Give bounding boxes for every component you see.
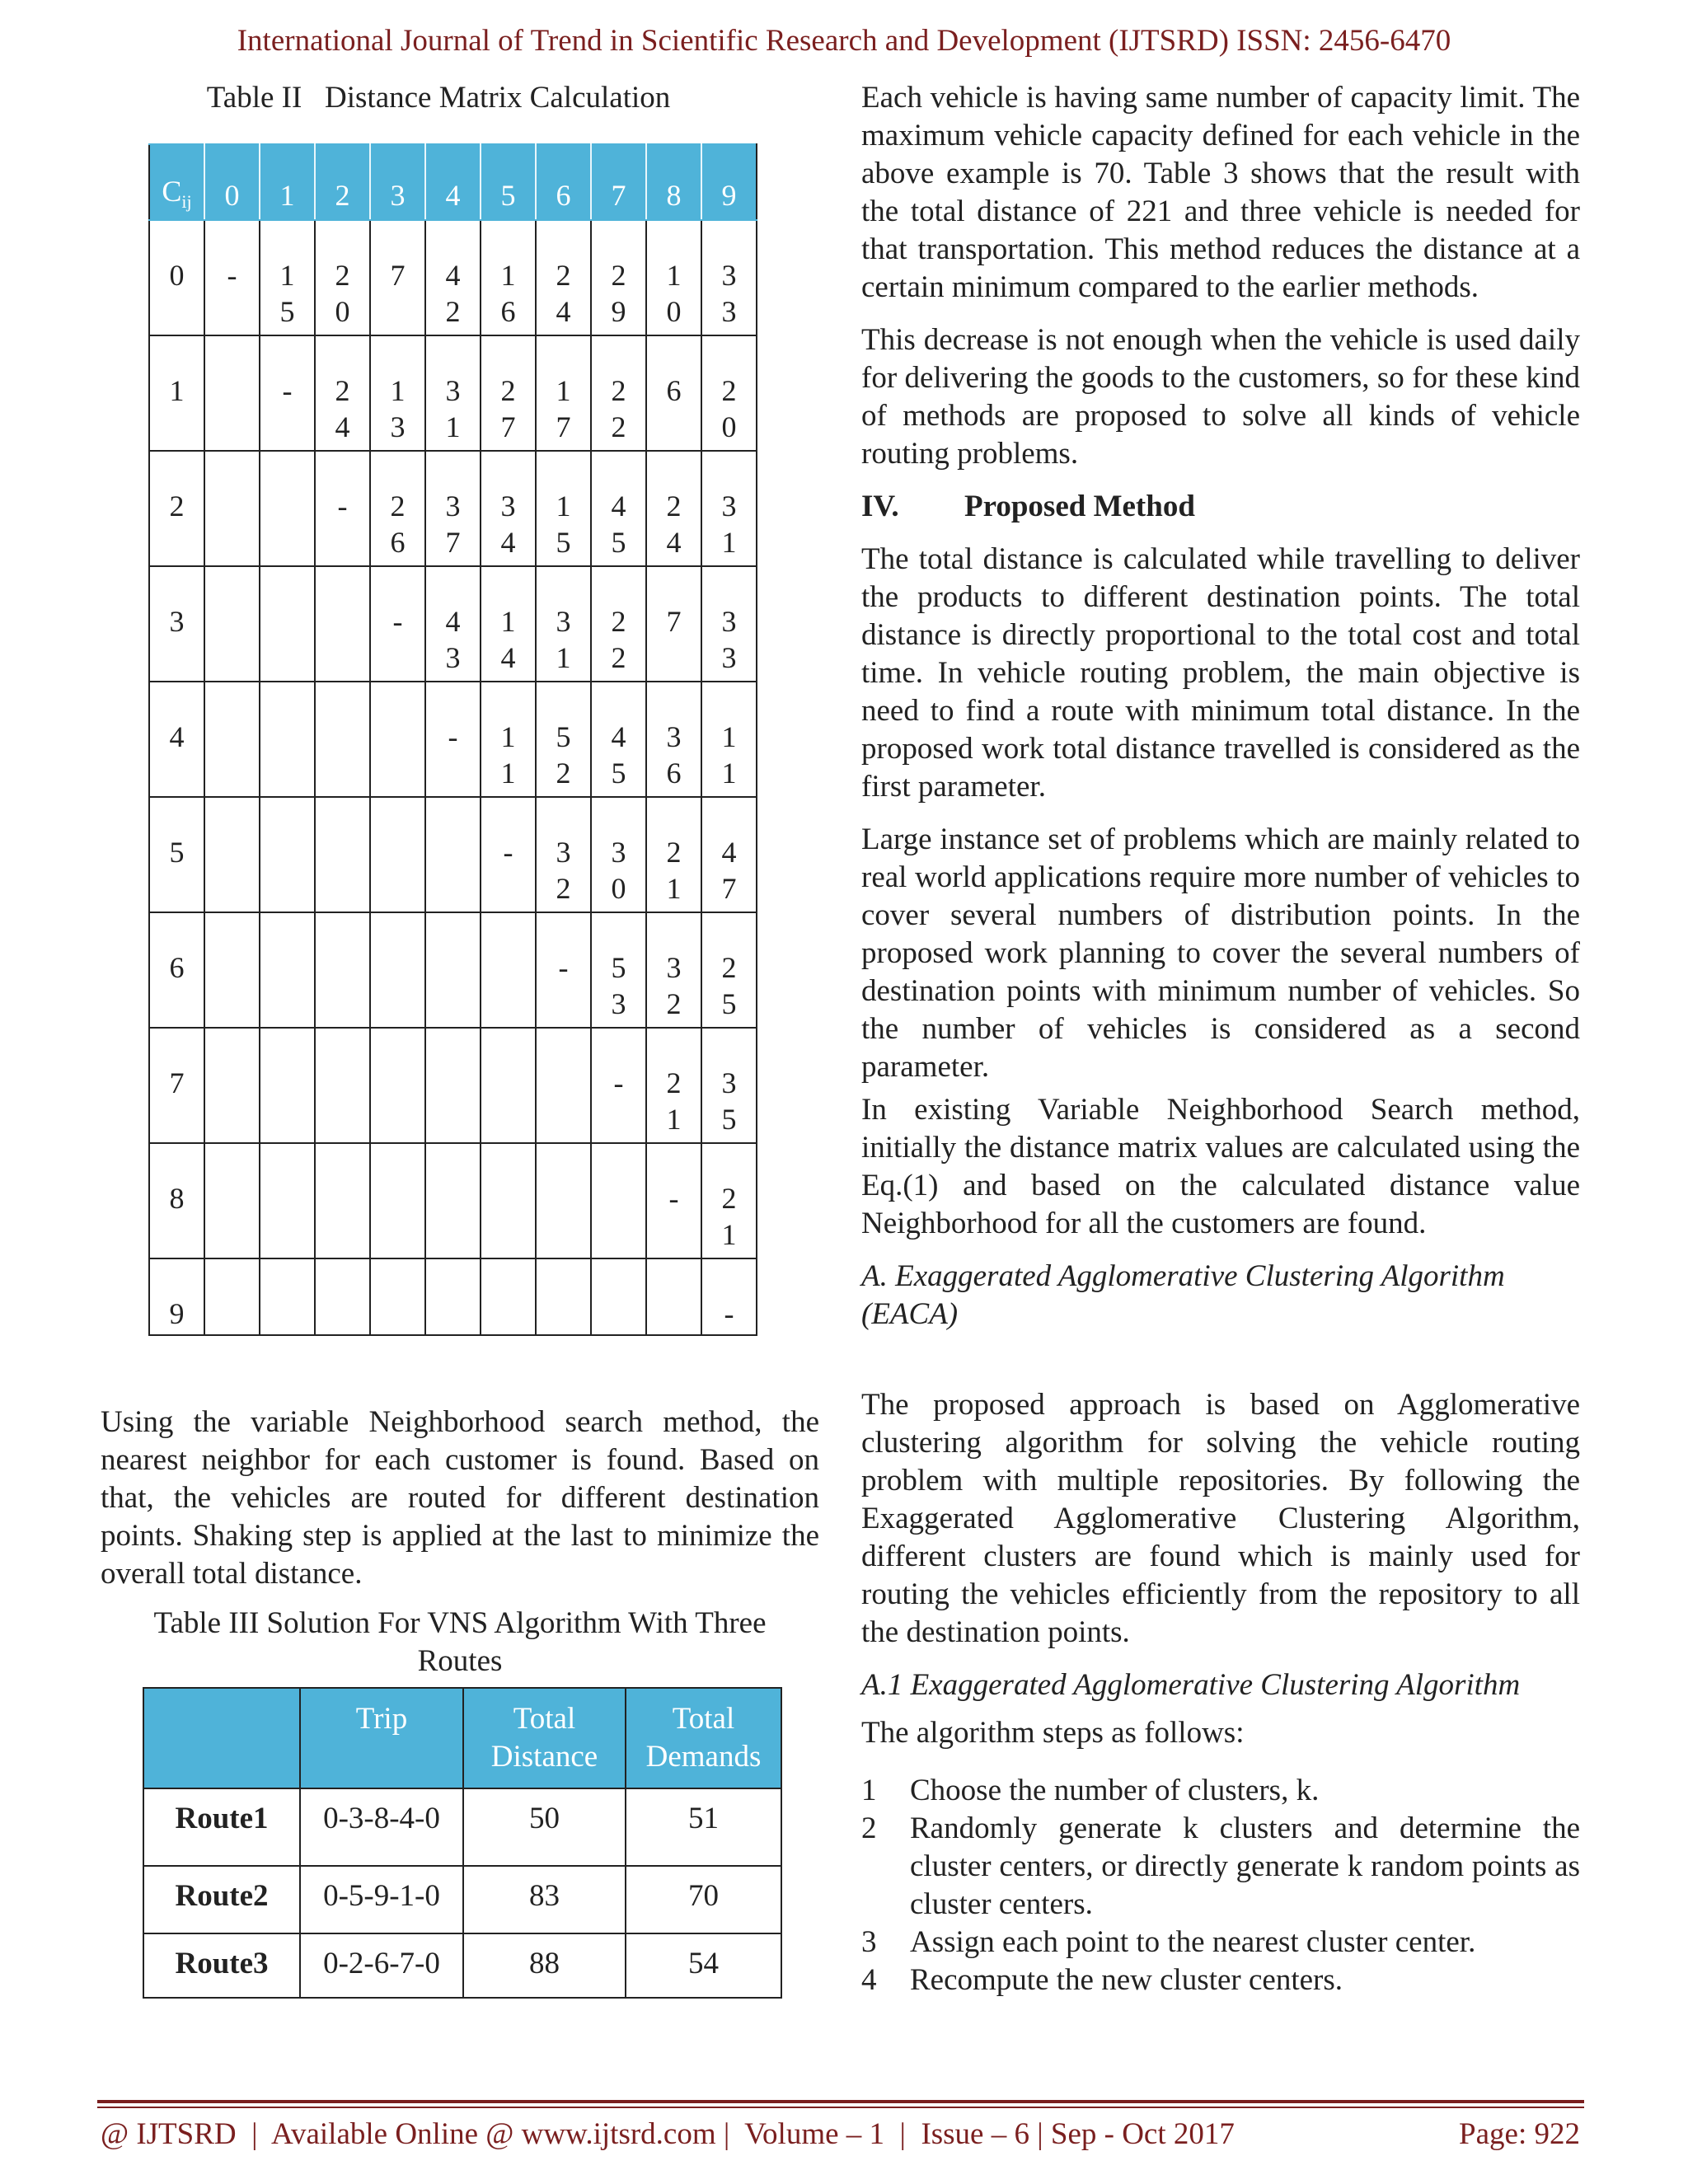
solution-header-demands: Total Demands [626,1688,781,1788]
matrix-cell-value: 21 [666,836,682,905]
matrix-cell-value: 27 [500,374,516,443]
matrix-cell-value: 13 [390,374,406,443]
matrix-cell [646,451,701,566]
matrix-cell [646,1258,701,1335]
matrix-cell-value: 21 [721,1182,737,1251]
route-name: Route2 [143,1866,300,1933]
matrix-row-header [149,335,204,451]
matrix-cell [260,682,315,797]
matrix-cell [536,1258,591,1335]
matrix-cell [646,682,701,797]
matrix-cell [260,797,315,912]
matrix-cell [481,220,536,335]
matrix-cell [536,682,591,797]
matrix-cell [260,335,315,451]
table-row [149,220,757,335]
table-row [143,1866,781,1933]
matrix-cell-value: 24 [556,259,571,328]
matrix-cell [370,566,425,682]
matrix-cell-value: 32 [666,951,682,1020]
matrix-cell [260,1028,315,1143]
matrix-cell [370,797,425,912]
matrix-cell-value: 47 [721,836,737,905]
paragraph-steps-intro: The algorithm steps as follows: [861,1716,1245,1750]
matrix-cell [315,682,370,797]
matrix-cell [481,335,536,451]
route-distance: 50 [463,1788,626,1866]
matrix-cell-value: 45 [611,490,626,559]
paragraph-total-distance: The total distance is calculated while travelling to deliver the products to different destination points. The total distance is directly proportional to the total cost and total time. In vehicle routing problem, the main objective is need to find a route with minimum total distance. In the proposed work total distance travelled is considered as the first parameter. [861,542,1580,804]
matrix-cell [370,220,425,335]
matrix-cell [260,1143,315,1258]
matrix-cell-value: 15 [556,490,571,559]
list-item [861,1772,1580,1810]
table-row [149,566,757,682]
matrix-cell [315,220,370,335]
matrix-cell [481,797,536,912]
step-number: 1 [861,1774,877,1807]
matrix-cell [536,335,591,451]
matrix-row-header [149,912,204,1028]
matrix-cell [370,682,425,797]
matrix-cell [591,1143,646,1258]
matrix-cell [536,566,591,682]
route-demands: 51 [626,1788,781,1866]
matrix-cell [204,451,260,566]
matrix-cell [646,797,701,912]
matrix-cell-value: - [282,374,293,407]
matrix-cell-value: 11 [721,720,737,790]
matrix-cell-value: 25 [721,951,737,1020]
matrix-col-header: 4 [425,144,481,220]
matrix-cell [481,451,536,566]
matrix-cell-value: 35 [721,1066,737,1136]
matrix-cell-value: 24 [666,490,682,559]
vns-solution-table [143,1687,782,1999]
table2-caption: Table II Distance Matrix Calculation [206,81,671,115]
matrix-cell [481,1028,536,1143]
section-title: Proposed Method [964,490,1195,523]
matrix-cell-value: 21 [666,1066,682,1136]
matrix-cell-value: 22 [611,374,626,443]
matrix-cell-value: 17 [556,374,571,443]
table-row [143,1788,781,1866]
table-row [149,1258,757,1335]
table-row [149,335,757,451]
solution-header-distance: Total Distance [463,1688,626,1788]
matrix-cell-value: 7 [666,605,682,638]
section-number: IV. [861,490,899,523]
route-name: Route3 [143,1933,300,1998]
matrix-cell [481,1143,536,1258]
matrix-cell-value: - [668,1182,679,1215]
corner-subscript: ij [181,191,192,212]
footer-rule-thin [97,2107,1584,2108]
matrix-cell [425,566,481,682]
subsection-eaca-steps: A.1 Exaggerated Agglomerative Clustering Algorithm [861,1668,1521,1702]
step-number: 3 [861,1925,877,1959]
matrix-cell [425,220,481,335]
matrix-cell-value: 34 [500,490,516,559]
matrix-cell-value: 11 [500,720,516,790]
matrix-cell-value: 20 [721,374,737,443]
matrix-cell [204,797,260,912]
paragraph-decrease: This decrease is not enough when the vehicle is used daily for delivering the goods to the customers, so for these kind of methods are proposed to solve all kinds of vehicle routing problems. [861,323,1580,471]
route-name: Route1 [143,1788,300,1866]
matrix-cell [481,912,536,1028]
matrix-body [149,220,757,1335]
matrix-cell [536,451,591,566]
matrix-cell [701,1258,757,1335]
corner-label: C [162,175,182,208]
row-label: 6 [169,951,185,984]
matrix-cell-value: 33 [721,259,737,328]
matrix-cell-value: 30 [611,836,626,905]
list-item [861,1810,1580,1924]
distance-matrix-table [148,143,757,1336]
matrix-cell [370,1028,425,1143]
matrix-cell-value: - [448,720,458,753]
matrix-cell [701,797,757,912]
paragraph-large-instance: Large instance set of problems which are mainly related to real world applications require more number of vehicles to cover several numbers of distribution points. In the proposed work planning to cover the several numbers of destination points with minimum number of vehicles. So the number of vehicles is considered as a second parameter. [861,823,1580,1084]
matrix-cell [204,566,260,682]
matrix-cell-value: - [724,1297,734,1330]
matrix-cell [204,335,260,451]
right-column [861,79,1580,1999]
matrix-cell-value: 16 [500,259,516,328]
matrix-cell [370,912,425,1028]
paragraph-existing-vns: In existing Variable Neighborhood Search method, initially the distance matrix values are calculated using the Eq.(1) and based on the calculated distance value Neighborhood for all the customers are found. [861,1093,1580,1240]
matrix-cell [425,797,481,912]
table-row [149,1028,757,1143]
matrix-cell-value: 22 [611,605,626,674]
table3-caption: Table III Solution For VNS Algorithm With Three Routes [153,1606,767,1678]
matrix-cell [425,1143,481,1258]
matrix-row-header [149,1028,204,1143]
matrix-cell-value: 31 [445,374,461,443]
matrix-cell [481,566,536,682]
matrix-row-header [149,566,204,682]
matrix-cell [646,1143,701,1258]
matrix-cell [536,797,591,912]
matrix-cell [425,451,481,566]
footer-rule-thick [97,2100,1584,2103]
matrix-cell [701,682,757,797]
step-number: 4 [861,1963,877,1997]
matrix-cell [315,1143,370,1258]
table-row [149,1143,757,1258]
matrix-cell [260,451,315,566]
matrix-cell [536,1028,591,1143]
step-text: Assign each point to the nearest cluster center. [910,1925,1476,1959]
row-label: 2 [169,490,185,523]
route-trip: 0-3-8-4-0 [300,1788,463,1866]
route-demands: 70 [626,1866,781,1933]
matrix-cell [646,1028,701,1143]
matrix-col-header: 9 [701,144,757,220]
matrix-row-header [149,1143,204,1258]
matrix-cell [315,566,370,682]
matrix-cell [701,220,757,335]
solution-header-trip: Trip [300,1688,463,1788]
matrix-cell-value: 15 [279,259,295,328]
matrix-row-header [149,220,204,335]
matrix-cell [204,1028,260,1143]
matrix-cell [701,451,757,566]
matrix-cell [370,335,425,451]
matrix-cell [260,912,315,1028]
matrix-col-header: 8 [646,144,701,220]
matrix-cell-value: 52 [556,720,571,790]
matrix-cell [646,566,701,682]
paragraph-proposed-approach: The proposed approach is based on Agglomerative clustering algorithm for solving the vehicle routing problem with multiple repositories. By following the Exaggerated Agglomerative Clustering Algorithm, different clusters are found which is mainly used for routing the vehicles efficiently from the repository to all the destination points. [861,1388,1580,1649]
matrix-cell [260,566,315,682]
matrix-cell [260,1258,315,1335]
matrix-cell-value: 6 [666,374,682,407]
route-distance: 83 [463,1866,626,1933]
matrix-cell-value: - [558,951,569,984]
matrix-cell [260,220,315,335]
matrix-cell [204,1143,260,1258]
row-label: 3 [169,605,185,638]
matrix-cell [315,797,370,912]
matrix-cell [591,912,646,1028]
table-row [149,451,757,566]
matrix-cell [701,912,757,1028]
table-row [143,1933,781,1998]
subsection-eaca: A. Exaggerated Agglomerative Clustering Algorithm (EACA) [861,1259,1505,1331]
matrix-cell [536,220,591,335]
matrix-cell [315,335,370,451]
step-number: 2 [861,1811,877,1845]
matrix-cell-value: - [503,836,513,869]
matrix-cell-value: - [227,259,237,292]
matrix-cell-value: 7 [390,259,406,292]
matrix-header-row [149,144,757,220]
algorithm-steps [861,1772,1580,1999]
matrix-cell [315,451,370,566]
paragraph-capacity: Each vehicle is having same number of capacity limit. The maximum vehicle capacity defined for each vehicle in the above example is 70. Table 3 shows that the result with the total distance of 221 and three vehicle is needed for that transportation. This method reduces the distance at a certain minimum compared to the earlier methods. [861,81,1580,304]
list-item [861,1961,1580,1999]
matrix-cell [481,682,536,797]
matrix-cell [425,1028,481,1143]
matrix-cell [591,682,646,797]
page-number: Page: 922 [1459,2117,1580,2151]
matrix-cell [315,912,370,1028]
matrix-cell-value: 37 [445,490,461,559]
matrix-cell-value: 45 [611,720,626,790]
solution-header-row [143,1688,781,1788]
matrix-cell [646,335,701,451]
matrix-cell [370,1258,425,1335]
matrix-cell-value: 43 [445,605,461,674]
matrix-cell-value: 31 [721,490,737,559]
vns-paragraph: Using the variable Neighborhood search method, the nearest neighbor for each customer is found. Based on that, the vehicles are routed for different destination points. Shaking step is applied at the last to minimize the overall total distance. [101,1405,819,1591]
matrix-cell [315,1258,370,1335]
matrix-cell [591,451,646,566]
matrix-cell [536,912,591,1028]
matrix-cell-value: 24 [335,374,350,443]
row-label: 9 [169,1297,185,1330]
row-label: 7 [169,1066,185,1099]
matrix-cell-value: 14 [500,605,516,674]
matrix-cell-value: 33 [721,605,737,674]
row-label: 0 [169,259,185,292]
matrix-cell [591,566,646,682]
matrix-col-header: 0 [204,144,260,220]
matrix-cell [536,1143,591,1258]
matrix-col-header: 2 [315,144,370,220]
matrix-cell [204,682,260,797]
matrix-cell [591,797,646,912]
matrix-cell-value: 53 [611,951,626,1020]
matrix-row-header [149,797,204,912]
matrix-corner-cell [149,144,204,220]
route-distance: 88 [463,1933,626,1998]
matrix-col-header: 7 [591,144,646,220]
matrix-cell [425,335,481,451]
solution-header-blank [143,1688,300,1788]
matrix-cell [370,1143,425,1258]
matrix-cell-value: - [337,490,348,523]
matrix-cell-value: 10 [666,259,682,328]
matrix-cell [701,1143,757,1258]
matrix-col-header: 6 [536,144,591,220]
matrix-cell [481,1258,536,1335]
matrix-cell [425,682,481,797]
matrix-row-header [149,1258,204,1335]
route-trip: 0-5-9-1-0 [300,1866,463,1933]
matrix-col-header: 5 [481,144,536,220]
matrix-row-header [149,451,204,566]
matrix-cell-value: - [613,1066,624,1099]
matrix-cell-value: - [392,605,403,638]
table-row [149,797,757,912]
matrix-cell-value: 36 [666,720,682,790]
row-label: 4 [169,720,185,753]
matrix-cell [591,335,646,451]
row-label: 8 [169,1182,185,1215]
footer-info: @ IJTSRD | Available Online @ www.ijtsrd.com | Volume – 1 | Issue – 6 | Sep - Oct 2017 [101,2117,1235,2151]
matrix-cell [646,912,701,1028]
matrix-row-header [149,682,204,797]
table-row [149,912,757,1028]
row-label: 5 [169,836,185,869]
left-column [101,79,826,1999]
route-demands: 54 [626,1933,781,1998]
matrix-cell [204,1258,260,1335]
matrix-col-header: 1 [260,144,315,220]
matrix-cell [701,335,757,451]
step-text: Choose the number of clusters, k. [910,1774,1320,1807]
matrix-cell [701,1028,757,1143]
matrix-col-header: 3 [370,144,425,220]
matrix-cell [701,566,757,682]
step-text: Randomly generate k clusters and determine the cluster centers, or directly generate k random points as cluster centers. [910,1811,1580,1921]
page-footer [101,2116,1580,2152]
matrix-cell [204,912,260,1028]
row-label: 1 [169,374,185,407]
matrix-cell [591,1258,646,1335]
matrix-cell-value: 31 [556,605,571,674]
matrix-cell [646,220,701,335]
table-row [149,682,757,797]
matrix-cell-value: 42 [445,259,461,328]
matrix-cell [204,220,260,335]
section-heading [861,488,1580,526]
matrix-cell-value: 20 [335,259,350,328]
matrix-cell-value: 29 [611,259,626,328]
matrix-cell [591,1028,646,1143]
matrix-cell [425,1258,481,1335]
matrix-cell [425,912,481,1028]
matrix-cell [370,451,425,566]
matrix-cell [591,220,646,335]
list-item [861,1924,1580,1961]
journal-header: International Journal of Trend in Scientific Research and Development (IJTSRD) ISSN: 2456-6470 [237,24,1451,58]
matrix-cell-value: 32 [556,836,571,905]
matrix-cell [315,1028,370,1143]
route-trip: 0-2-6-7-0 [300,1933,463,1998]
matrix-cell-value: 26 [390,490,406,559]
step-text: Recompute the new cluster centers. [910,1963,1343,1997]
